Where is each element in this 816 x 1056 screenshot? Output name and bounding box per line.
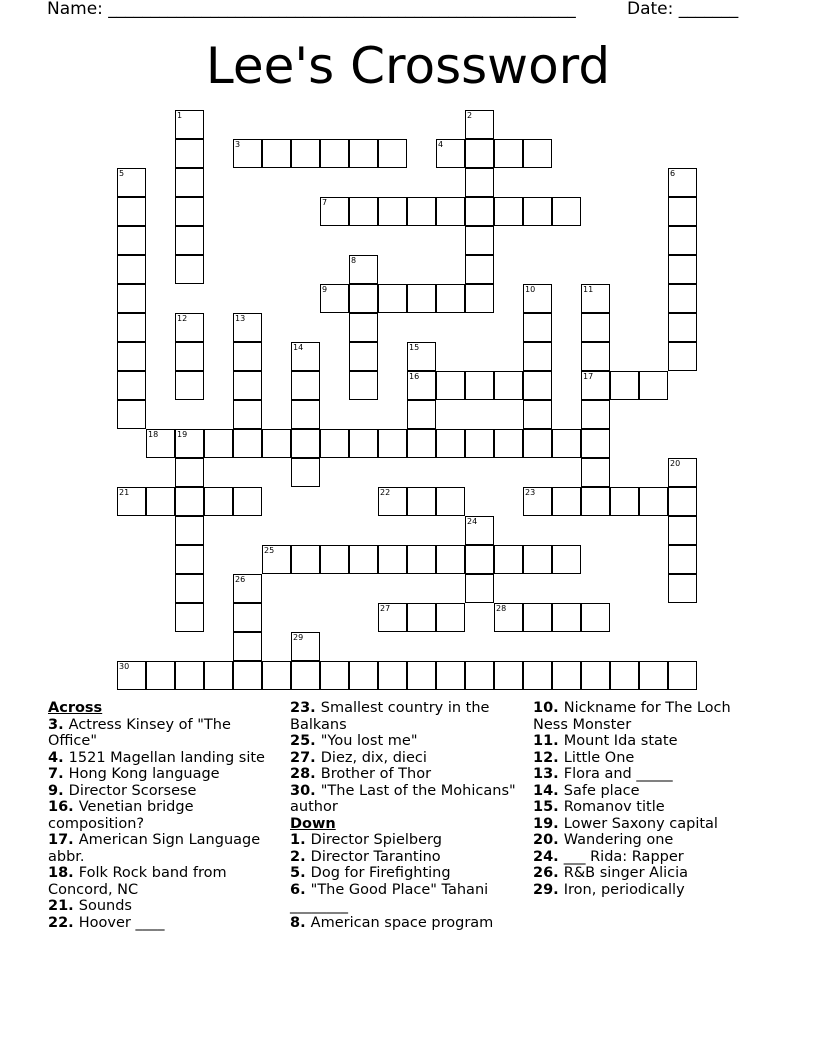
grid-cell[interactable] [175,168,204,197]
grid-cell[interactable] [349,139,378,168]
clues-column-1 [48,700,273,931]
clue-item-number: 30. [290,782,321,799]
grid-cell[interactable] [581,429,610,458]
grid-cell[interactable] [465,516,494,545]
clue-item [48,915,273,932]
clue-item-text: Director Tarantino [310,848,441,865]
clue-item-number: 12. [533,749,564,766]
clue-item [290,700,520,733]
grid-cell[interactable] [407,603,436,632]
clue-item-number: 14. [533,782,564,799]
grid-cell[interactable] [465,371,494,400]
grid-cell[interactable] [639,661,668,690]
across-heading: Across [48,700,103,716]
clue-number: 5 [119,169,125,178]
down-heading: Down [290,815,336,832]
grid-cell[interactable] [552,487,581,516]
clue-item-text: Safe place [563,782,640,799]
clue-item [48,717,273,750]
grid-cell[interactable] [639,487,668,516]
clue-item [533,766,763,783]
clue-number: 1 [177,111,183,120]
clue-item [290,882,520,915]
name-field-label: Name: _______________________________________________________ [47,0,576,19]
clue-number: 19 [177,430,188,439]
clue-item-text: American Sign Language abbr. [48,832,261,865]
grid-cell[interactable] [523,400,552,429]
clue-item-number: 20. [533,832,564,848]
grid-cell[interactable] [349,342,378,371]
grid-cell[interactable] [320,429,349,458]
clue-item [533,799,763,816]
clue-item-text: Venetian bridge composition? [48,799,194,832]
clue-item-text: Smallest country in the Balkans [290,700,490,733]
clue-number: 20 [670,459,681,468]
grid-cell[interactable] [523,429,552,458]
grid-cell[interactable] [407,400,436,429]
grid-cell[interactable] [552,429,581,458]
grid-cell[interactable] [291,661,320,690]
clue-item-number: 17. [48,832,79,848]
grid-cell[interactable] [494,429,523,458]
grid-cell[interactable] [581,313,610,342]
clue-item-number: 3. [48,716,69,733]
grid-cell[interactable] [117,342,146,371]
clue-number: 6 [670,169,676,178]
clue-number: 26 [235,575,246,584]
grid-cell[interactable] [233,603,262,632]
grid-cell[interactable] [465,139,494,168]
grid-cell[interactable] [233,661,262,690]
grid-cell[interactable] [233,342,262,371]
grid-cell[interactable] [320,545,349,574]
grid-cell[interactable] [117,168,146,197]
grid-cell[interactable] [233,139,262,168]
grid-cell[interactable] [523,197,552,226]
clue-item [48,865,273,898]
grid-cell[interactable] [465,429,494,458]
grid-cell[interactable] [436,603,465,632]
grid-cell[interactable] [494,545,523,574]
clue-number: 29 [293,633,304,642]
grid-cell[interactable] [639,371,668,400]
clue-item-text: Iron, periodically [563,881,685,898]
clue-number: 16 [409,372,420,381]
clue-number: 2 [467,111,473,120]
grid-cell[interactable] [465,574,494,603]
clue-item [533,733,763,750]
grid-cell[interactable] [581,487,610,516]
clue-item-text: Hoover ____ [78,914,165,931]
clue-item [533,750,763,767]
clue-item-number: 25. [290,733,321,749]
grid-cell[interactable] [494,197,523,226]
clue-item-number: 11. [533,733,564,749]
grid-cell[interactable] [117,487,146,516]
clue-item-text: Director Spielberg [310,832,442,848]
grid-cell[interactable] [407,487,436,516]
clue-item [48,832,273,865]
clue-number: 3 [235,140,241,149]
grid-cell[interactable] [117,255,146,284]
grid-cell[interactable] [117,226,146,255]
clue-item-number: 1. [290,832,311,848]
clue-item-text: ___ Rida: Rapper [563,848,684,865]
clue-item [290,766,520,783]
clue-item [290,849,520,866]
grid-cell[interactable] [233,371,262,400]
grid-cell[interactable] [175,342,204,371]
grid-cell[interactable] [146,487,175,516]
clue-item-text: Diez, dix, dieci [320,749,427,766]
clue-number: 30 [119,662,130,671]
clue-number: 27 [380,604,391,613]
grid-cell[interactable] [291,342,320,371]
grid-cell[interactable] [581,400,610,429]
grid-cell[interactable] [175,139,204,168]
grid-cell[interactable] [465,168,494,197]
grid-cell[interactable] [320,661,349,690]
clue-item-text: Dog for Firefighting [310,865,451,881]
grid-cell[interactable] [291,429,320,458]
clue-item-number: 24. [533,848,564,865]
clue-item [48,750,273,767]
grid-cell[interactable] [581,342,610,371]
grid-cell[interactable] [175,313,204,342]
grid-cell[interactable] [175,516,204,545]
grid-cell[interactable] [233,487,262,516]
grid-cell[interactable] [175,110,204,139]
grid-cell[interactable] [523,139,552,168]
clue-item-text: Mount Ida state [563,733,678,749]
grid-cell[interactable] [349,313,378,342]
clue-item [533,832,763,849]
clue-item [290,733,520,750]
clue-item [48,799,273,832]
grid-cell[interactable] [175,458,204,487]
grid-cell[interactable] [552,603,581,632]
grid-cell[interactable] [668,487,697,516]
grid-cell[interactable] [465,110,494,139]
grid-cell[interactable] [436,545,465,574]
grid-cell[interactable] [494,139,523,168]
clue-item-text: Brother of Thor [320,766,432,782]
grid-cell[interactable] [291,139,320,168]
clue-number: 9 [322,285,328,294]
clue-item-number: 22. [48,914,79,931]
clue-item [533,816,763,833]
clue-item [290,915,520,932]
grid-cell[interactable] [233,313,262,342]
grid-cell[interactable] [407,342,436,371]
clue-item-text: Hong Kong language [68,766,220,782]
grid-cell[interactable] [668,284,697,313]
clue-item-text: 1521 Magellan landing site [68,749,265,766]
grid-cell[interactable] [523,661,552,690]
clue-number: 8 [351,256,357,265]
grid-cell[interactable] [552,197,581,226]
grid-cell[interactable] [320,284,349,313]
grid-cell[interactable] [262,661,291,690]
grid-cell[interactable] [291,545,320,574]
grid-cell[interactable] [436,139,465,168]
grid-cell[interactable] [668,574,697,603]
clue-item [48,766,273,783]
grid-cell[interactable] [378,661,407,690]
clue-item-text: Sounds [78,898,132,914]
grid-cell[interactable] [117,313,146,342]
grid-cell[interactable] [581,603,610,632]
grid-cell[interactable] [204,661,233,690]
grid-cell[interactable] [668,342,697,371]
grid-cell[interactable] [117,197,146,226]
grid-cell[interactable] [175,197,204,226]
clue-number: 18 [148,430,159,439]
clue-item-text: Folk Rock band from Concord, NC [48,865,227,898]
grid-cell[interactable] [349,429,378,458]
grid-cell[interactable] [349,661,378,690]
clue-item-number: 7. [48,766,69,782]
grid-cell[interactable] [233,574,262,603]
grid-cell[interactable] [465,284,494,313]
grid-cell[interactable] [436,487,465,516]
grid-cell[interactable] [523,603,552,632]
grid-cell[interactable] [378,603,407,632]
grid-cell[interactable] [233,429,262,458]
grid-cell[interactable] [233,400,262,429]
clue-item-number: 28. [290,766,321,782]
clue-item-text: Nickname for The Loch Ness Monster [533,700,731,733]
grid-cell[interactable] [349,255,378,284]
grid-cell[interactable] [407,371,436,400]
grid-cell[interactable] [552,545,581,574]
grid-cell[interactable] [436,661,465,690]
grid-cell[interactable] [436,197,465,226]
grid-cell[interactable] [175,545,204,574]
clue-number: 23 [525,488,536,497]
clue-item [533,849,763,866]
date-field-label: Date: _______ [627,0,739,19]
clue-item-number: 5. [290,865,311,881]
clue-item-number: 29. [533,881,564,898]
clue-item [533,700,763,733]
grid-cell[interactable] [523,487,552,516]
grid-cell[interactable] [146,661,175,690]
grid-cell[interactable] [610,371,639,400]
grid-cell[interactable] [175,661,204,690]
clue-item [290,832,520,849]
clue-item-number: 4. [48,749,69,766]
grid-cell[interactable] [117,371,146,400]
clue-item-text: Wandering one [563,832,674,848]
grid-cell[interactable] [262,545,291,574]
grid-cell[interactable] [291,371,320,400]
grid-cell[interactable] [494,371,523,400]
grid-cell[interactable] [320,139,349,168]
clue-item-number: 10. [533,700,564,716]
clue-number: 11 [583,285,594,294]
grid-cell[interactable] [465,226,494,255]
clue-item-number: 26. [533,865,564,881]
clue-item-number: 2. [290,848,311,865]
clue-number: 10 [525,285,536,294]
grid-cell[interactable] [523,342,552,371]
grid-cell[interactable] [175,371,204,400]
clue-number: 14 [293,343,304,352]
grid-cell[interactable] [465,255,494,284]
clue-item-text: Lower Saxony capital [563,815,718,832]
grid-cell[interactable] [581,661,610,690]
clue-item-text: "You lost me" [320,733,418,749]
grid-cell[interactable] [581,458,610,487]
grid-cell[interactable] [378,487,407,516]
grid-cell[interactable] [465,545,494,574]
clue-number: 17 [583,372,594,381]
grid-cell[interactable] [407,545,436,574]
clue-number: 4 [438,140,444,149]
grid-cell[interactable] [175,226,204,255]
clue-item-text: Romanov title [563,799,665,815]
grid-cell[interactable] [668,226,697,255]
clue-item-text: Flora and _____ [563,766,673,782]
grid-cell[interactable] [407,197,436,226]
clue-number: 28 [496,604,507,613]
grid-cell[interactable] [117,400,146,429]
clue-number: 24 [467,517,478,526]
grid-cell[interactable] [465,197,494,226]
grid-cell[interactable] [436,371,465,400]
clue-item-number: 18. [48,865,79,881]
grid-cell[interactable] [668,168,697,197]
grid-cell[interactable] [262,139,291,168]
clue-item-text: "The Last of the Mohicans" author [290,782,516,815]
clue-item-number: 13. [533,766,564,782]
grid-cell[interactable] [668,313,697,342]
grid-cell[interactable] [291,400,320,429]
clue-item [48,783,273,800]
grid-cell[interactable] [436,429,465,458]
clue-number: 21 [119,488,130,497]
clue-item-number: 15. [533,799,564,815]
clue-item-number: 16. [48,799,79,815]
clue-item-number: 9. [48,782,69,799]
grid-cell[interactable] [610,661,639,690]
clue-number: 22 [380,488,391,497]
clue-item-number: 21. [48,898,79,914]
grid-cell[interactable] [175,487,204,516]
grid-cell[interactable] [233,632,262,661]
grid-cell[interactable] [407,429,436,458]
grid-cell[interactable] [117,661,146,690]
grid-cell[interactable] [204,487,233,516]
grid-cell[interactable] [349,545,378,574]
grid-cell[interactable] [291,632,320,661]
grid-cell[interactable] [494,661,523,690]
grid-cell[interactable] [175,574,204,603]
grid-cell[interactable] [262,429,291,458]
grid-cell[interactable] [407,284,436,313]
grid-cell[interactable] [523,371,552,400]
grid-cell[interactable] [668,516,697,545]
grid-cell[interactable] [349,197,378,226]
grid-cell[interactable] [523,284,552,313]
grid-cell[interactable] [349,284,378,313]
clue-item [533,882,763,899]
clues-column-2 [290,700,520,931]
grid-cell[interactable] [494,603,523,632]
clue-number: 15 [409,343,420,352]
grid-cell[interactable] [146,429,175,458]
clue-item [290,750,520,767]
grid-cell[interactable] [668,661,697,690]
clue-item-text: American space program [310,914,494,931]
clue-item [533,865,763,882]
grid-cell[interactable] [204,429,233,458]
clue-item-text: Actress Kinsey of "The Office" [48,716,231,749]
clue-item [290,783,520,816]
grid-cell[interactable] [378,545,407,574]
clue-item-number: 27. [290,749,321,766]
grid-cell[interactable] [117,284,146,313]
grid-cell[interactable] [668,545,697,574]
grid-cell[interactable] [175,255,204,284]
grid-cell[interactable] [378,284,407,313]
page-title: Lee's Crossword [205,37,611,95]
clue-item-number: 23. [290,700,321,716]
clue-item-text: Director Scorsese [68,782,197,799]
clue-item [48,898,273,915]
grid-cell[interactable] [523,545,552,574]
grid-cell[interactable] [552,661,581,690]
grid-cell[interactable] [668,458,697,487]
grid-cell[interactable] [465,661,494,690]
grid-cell[interactable] [581,371,610,400]
grid-cell[interactable] [436,284,465,313]
grid-cell[interactable] [291,458,320,487]
clue-item-number: 19. [533,815,564,832]
clues-column-3 [533,700,763,898]
grid-cell[interactable] [668,197,697,226]
clue-item-text: Little One [563,749,635,766]
clue-item-text: "The Good Place" Tahani ________ [290,881,489,914]
clue-number: 13 [235,314,246,323]
clue-item [533,783,763,800]
grid-cell[interactable] [175,603,204,632]
clue-number: 25 [264,546,275,555]
grid-cell[interactable] [581,284,610,313]
clue-number: 12 [177,314,188,323]
clue-item-number: 6. [290,881,311,898]
grid-cell[interactable] [175,429,204,458]
clue-item [290,865,520,882]
clue-number: 7 [322,198,328,207]
grid-cell[interactable] [378,197,407,226]
grid-cell[interactable] [378,139,407,168]
clue-item-text: R&B singer Alicia [563,865,689,881]
grid-cell[interactable] [320,197,349,226]
grid-cell[interactable] [523,313,552,342]
grid-cell[interactable] [407,661,436,690]
grid-cell[interactable] [668,255,697,284]
grid-cell[interactable] [610,487,639,516]
clue-item-number: 8. [290,914,311,931]
grid-cell[interactable] [378,429,407,458]
grid-cell[interactable] [349,371,378,400]
